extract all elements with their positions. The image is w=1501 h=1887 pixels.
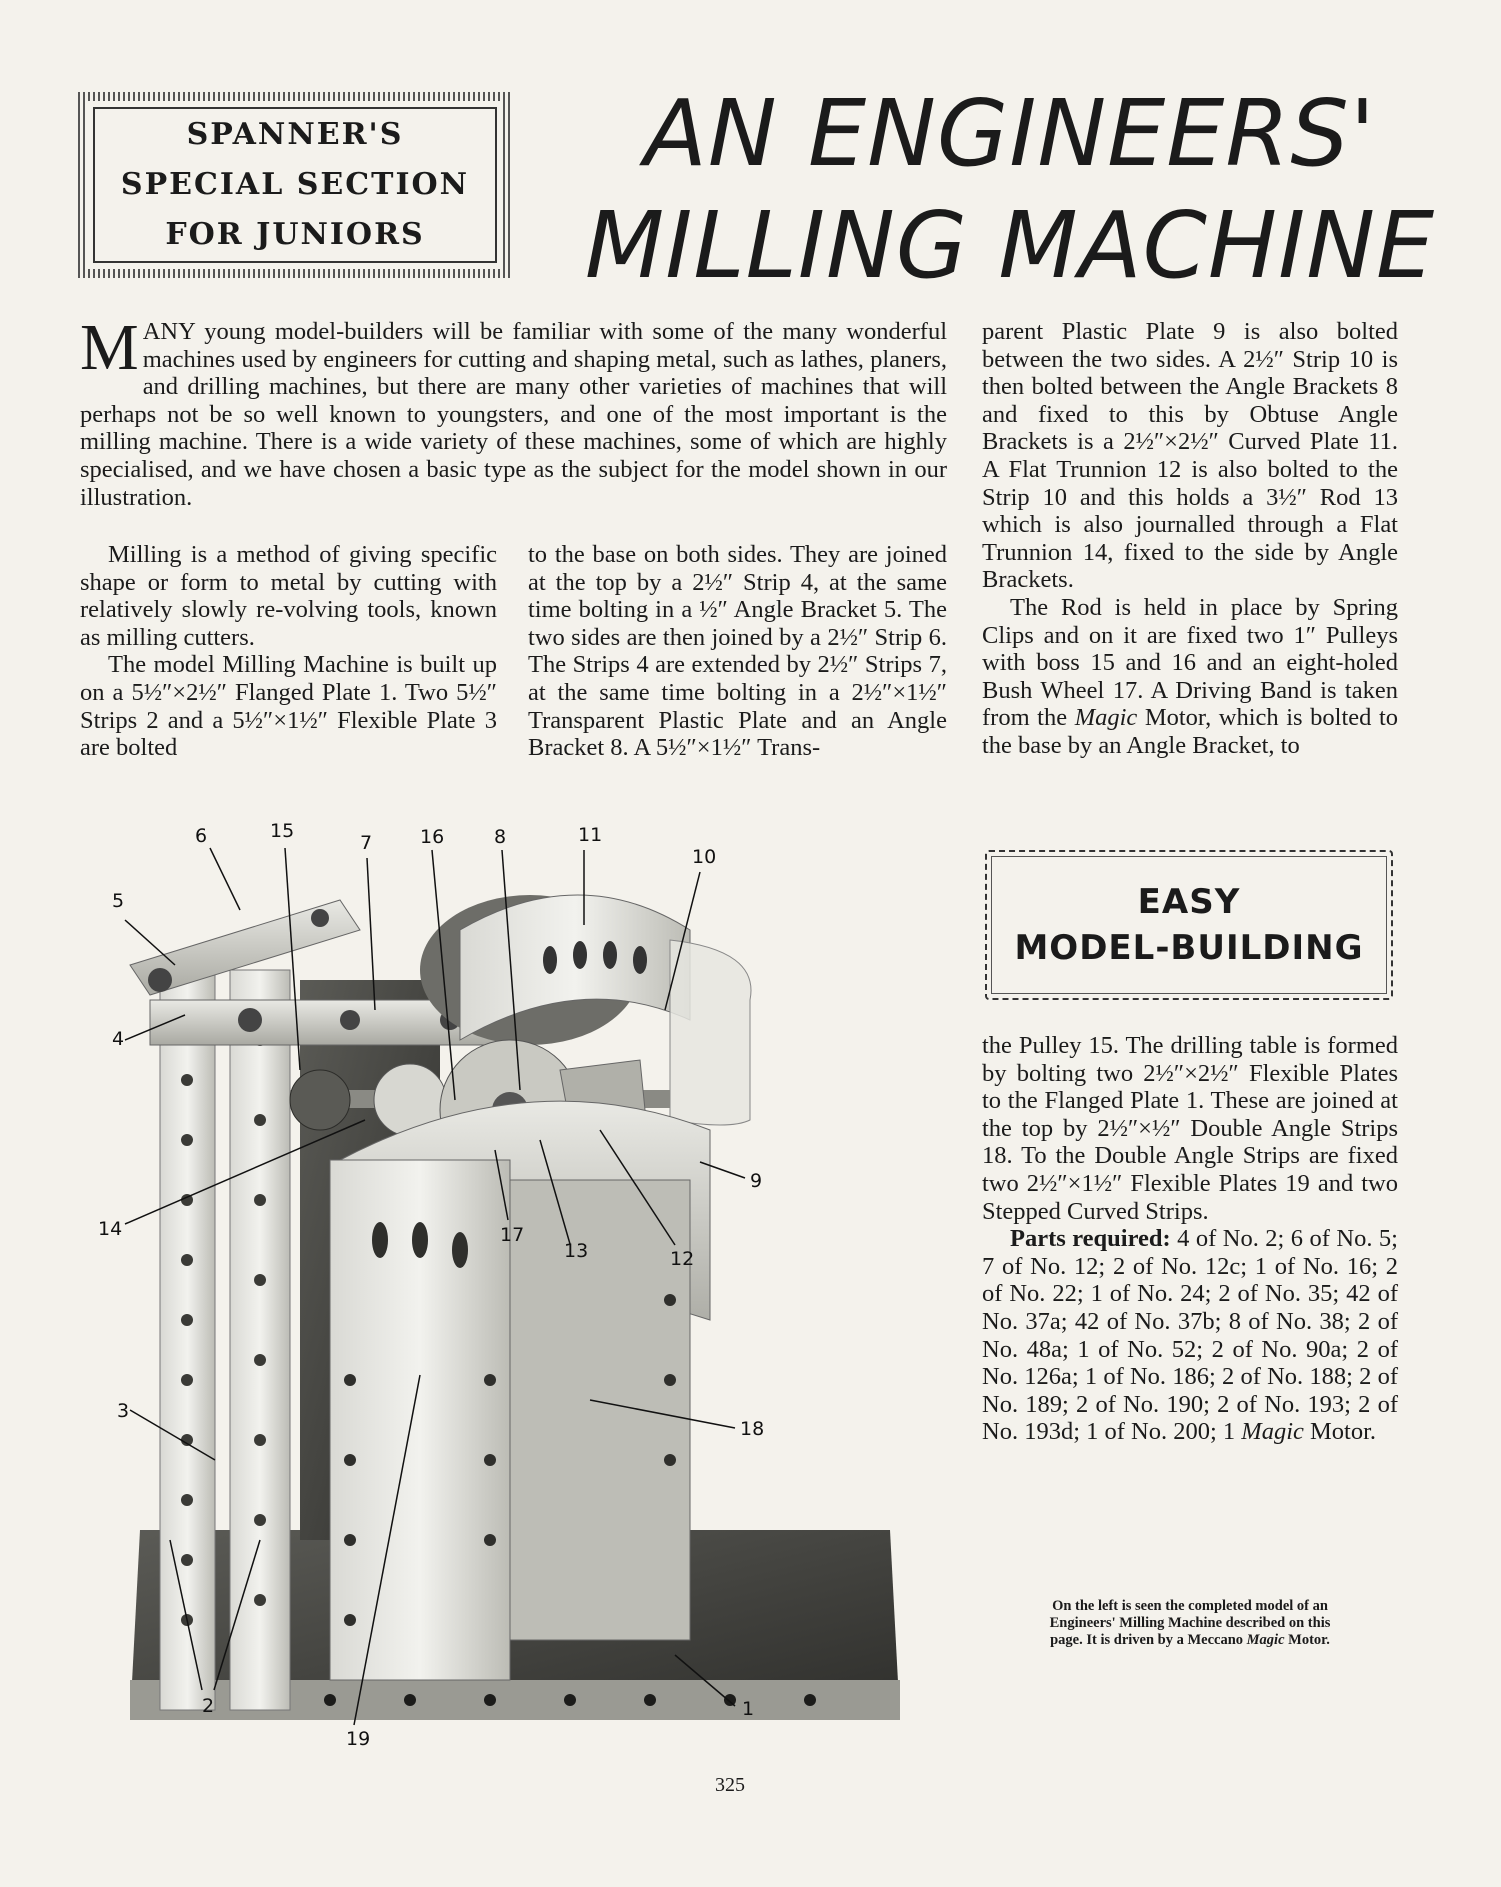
label-2: 2 [202, 1695, 215, 1717]
column-c-p2-start: The Rod is held in place by Spring Clips and on it are fixed two 1″ Pulleys with boss 15 and 16 and an eight-holed Bush Wheel 17. A Driving Band is taken from the [982, 593, 1398, 732]
column-b-paragraph-1: to the base on both sides. They are joined at the top by a 2½″ Strip 4, at the same time bolting in a ½″ Angle Bracket 5. The two sides are then joined by a 2½″ Strip 6. The Strips 4 are extended by 2½″ Strips 7, at the same time bolting in a 2½″×1½″ Transparent Plastic Plate and an Angle Bracket 8. A 5½″×1½″ Trans- [528, 541, 947, 762]
label-17: 17 [500, 1224, 525, 1246]
spanner-line-3: FOR JUNIORS [165, 217, 425, 252]
column-c-paragraph-2 [982, 594, 1398, 760]
parts-required-paragraph [982, 1225, 1398, 1446]
parts-required-label: Parts required: [1010, 1225, 1171, 1253]
column-c-p2-end: Motor, which is bolted to the base by an Angle Bracket, to [982, 704, 1398, 759]
label-6: 6 [195, 825, 208, 847]
label-7: 7 [360, 832, 373, 854]
figure-caption [1040, 1598, 1340, 1649]
easy-model-building-box [985, 850, 1393, 1000]
label-13: 13 [564, 1240, 589, 1262]
spanner-box-inner [93, 107, 497, 263]
label-14: 14 [98, 1218, 123, 1240]
page-title [570, 78, 1450, 302]
parts-required-text: 4 of No. 2; 6 of No. 5; 7 of No. 12; 2 of No. 12c; 1 of No. 16; 2 of No. 22; 1 of No. 24; 2 of No. 35; 42 of No. 37a; 42 of No. 37b; 8 of No. 38; 2 of No. 48a; 1 of No. 52; 2 of No. 90a; 2 of No. 126a; 1 of No. 186; 2 of No. 188; 2 of No. 189; 2 of No. 190; 2 of No. 193; 2 of No. 193d; 1 of No. 200; 1 [982, 1225, 1398, 1446]
easy-box-text [987, 852, 1391, 998]
column-c-paragraph-1: parent Plastic Plate 9 is also bolted between the two sides. A 2½″ Strip 10 is then bolted between the Angle Brackets 8 and fixed to this by Obtuse Angle Brackets is a 2½″×2½″ Curved Plate 11. A Flat Trunnion 12 is also bolted to the Strip 10 and this holds a 3½″ Rod 13 which is also journalled through a Flat Trunnion 14, fixed to the side by Angle Brackets. [982, 318, 1398, 594]
label-3: 3 [117, 1400, 130, 1422]
column-c-continued [982, 1032, 1398, 1446]
title-line-2: MILLING MACHINE [584, 192, 1436, 299]
caption-end: Motor. [1284, 1632, 1330, 1648]
column-a-paragraph-2: The model Milling Machine is built up on a 5½″×2½″ Flanged Plate 1. Two 5½″ Strips 2 and a 5½″×1½″ Flexible Plate 3 are bolted [80, 651, 497, 762]
label-12: 12 [670, 1248, 695, 1270]
table-side-plate [510, 1180, 690, 1640]
column-a [80, 541, 497, 762]
caption-start: On the left is seen the completed model of an Engineers' Milling Machine described on this page. It is driven by a Meccano [1049, 1598, 1331, 1648]
label-11: 11 [578, 824, 603, 846]
parts-required-end: Motor. [1303, 1418, 1377, 1446]
label-5: 5 [112, 890, 125, 912]
spanner-line-2: SPECIAL SECTION [120, 167, 470, 202]
easy-line-1: EASY [1137, 882, 1241, 922]
spanner-line-1: SPANNER'S [186, 117, 404, 152]
label-19: 19 [346, 1728, 371, 1750]
drop-cap: M [80, 311, 139, 384]
spanner-section-box [78, 92, 512, 278]
parts-required-italic: Magic [1241, 1418, 1304, 1446]
pulley-15 [290, 1070, 350, 1130]
column-a-paragraph-1: Milling is a method of giving specific shape or form to metal by cutting with relatively slowly re-volving tools, known as milling cutters. [80, 541, 497, 651]
label-4: 4 [112, 1028, 125, 1050]
easy-line-2: MODEL-BUILDING [1014, 928, 1364, 968]
caption-italic: Magic [1246, 1632, 1285, 1648]
milling-machine-illustration [98, 820, 940, 1760]
label-18: 18 [740, 1418, 765, 1440]
plastic-plate-9 [670, 940, 751, 1125]
label-10: 10 [692, 846, 717, 868]
label-8: 8 [494, 826, 507, 848]
intro-paragraph [80, 311, 947, 511]
label-15: 15 [270, 820, 295, 842]
column-b [528, 541, 947, 762]
column-c [982, 318, 1398, 760]
column-c2-paragraph-1: the Pulley 15. The drilling table is formed by bolting two 2½″×2½″ Flexible Plates to the Flanged Plate 1. These are joined at the top by 2½″×½″ Double Angle Strips 18. To the Double Angle Strips are fixed two 2½″×1½″ Flexible Plates 19 and two Stepped Curved Strips. [982, 1032, 1398, 1225]
label-16: 16 [420, 826, 445, 848]
title-line-1: AN ENGINEERS' [643, 80, 1377, 187]
label-1: 1 [742, 1698, 755, 1720]
page-number: 325 [715, 1774, 745, 1796]
intro-text: ANY young model-builders will be familiar with some of the many wonderful machines used by engineers for cutting and shaping metal, such as lathes, planers, and drilling machines, but there are many other varieties of machines that will perhaps not be so well known to youngsters, and one of the most important is the milling machine. There is a wide variety of these machines, some of which are highly specialised, and we have chosen a basic type as the subject for the model shown in our illustration. [80, 318, 947, 511]
column-c-p2-italic: Magic [1074, 704, 1138, 732]
machine-drawing [110, 820, 940, 1760]
label-9: 9 [750, 1170, 763, 1192]
